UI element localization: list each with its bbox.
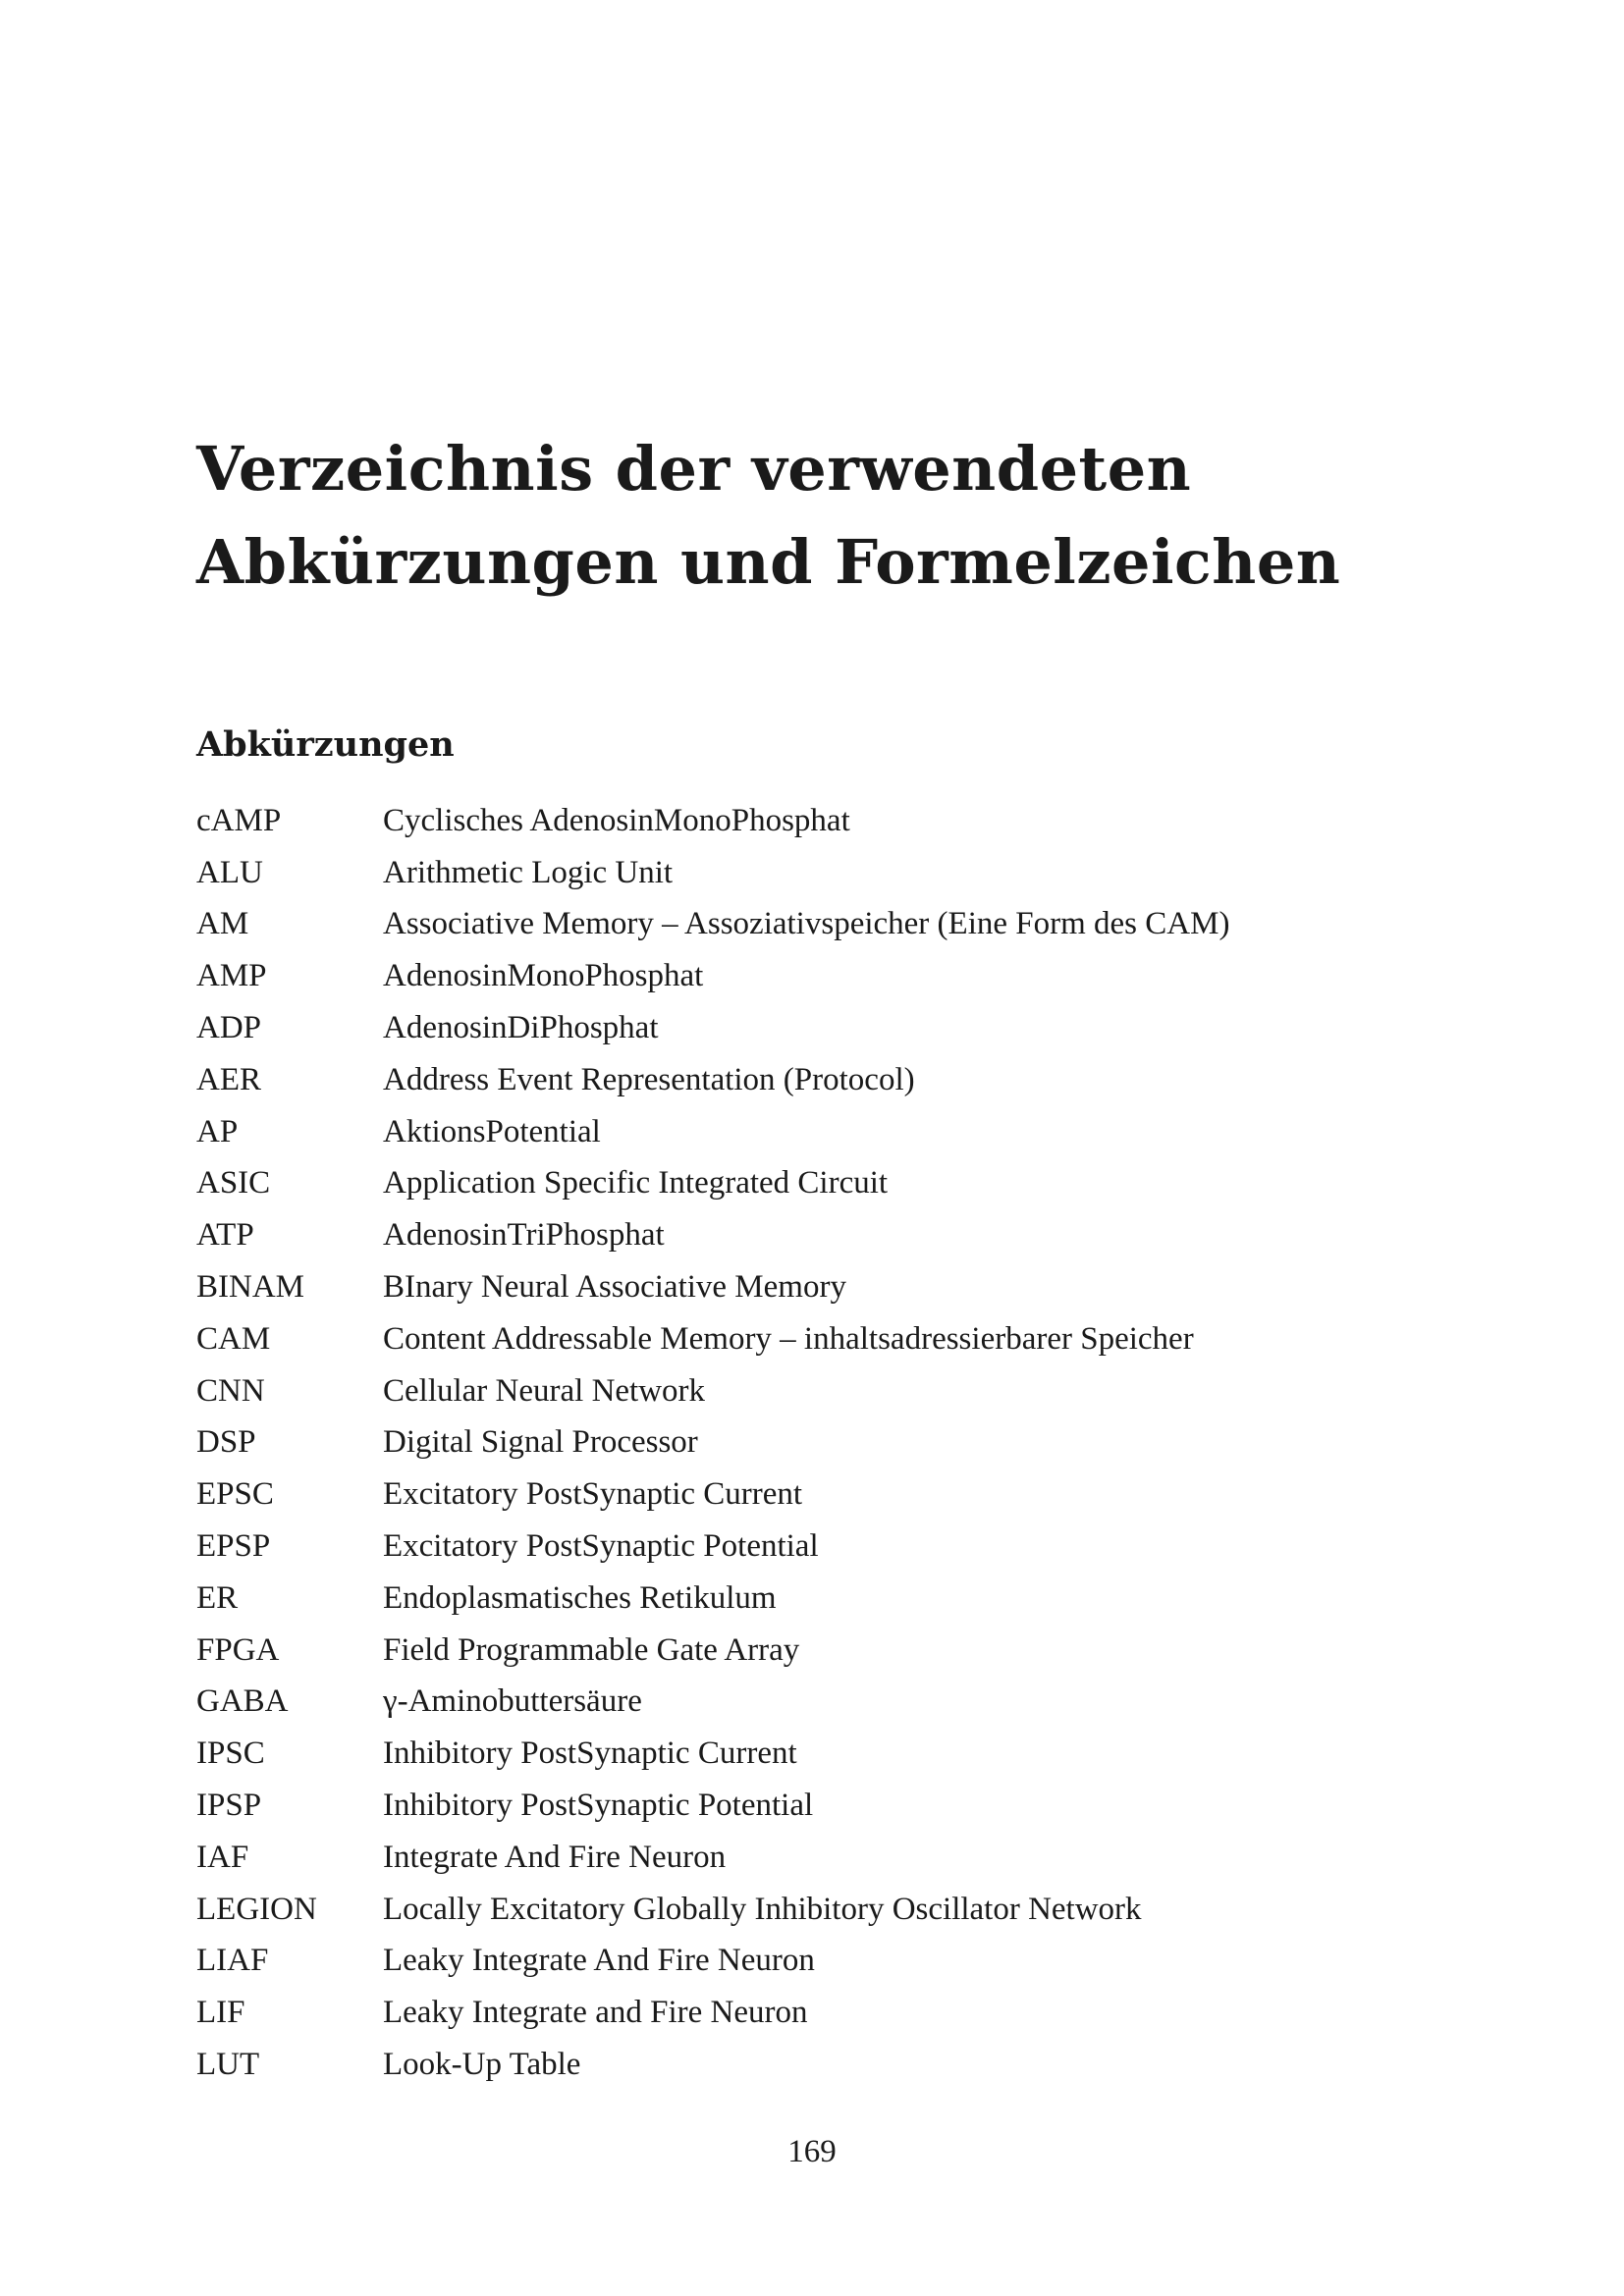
abbreviation-description: AdenosinMonoPhosphat xyxy=(383,958,704,994)
list-item xyxy=(196,1313,1434,1365)
abbreviation-term: IAF xyxy=(196,1839,249,1875)
abbreviation-description: Cellular Neural Network xyxy=(383,1372,706,1409)
abbreviation-description: Inhibitory PostSynaptic Potential xyxy=(383,1788,814,1824)
abbreviation-term: cAMP xyxy=(196,802,282,838)
abbreviation-term: CNN xyxy=(196,1372,265,1409)
abbreviation-description: Content Addressable Memory – inhaltsadressierbarer Speicher xyxy=(383,1320,1194,1357)
list-item xyxy=(196,1573,1434,1625)
list-item xyxy=(196,1158,1434,1210)
list-item xyxy=(196,1832,1434,1884)
list-item xyxy=(196,1468,1434,1521)
chapter-title xyxy=(196,422,1434,609)
abbreviation-description: Address Event Representation (Protocol) xyxy=(383,1061,915,1097)
abbreviation-term: GABA xyxy=(196,1683,289,1720)
list-item xyxy=(196,1417,1434,1469)
abbreviation-description: Leaky Integrate And Fire Neuron xyxy=(383,1943,815,1979)
abbreviation-term: AM xyxy=(196,906,249,942)
abbreviation-description: Leaky Integrate and Fire Neuron xyxy=(383,1995,808,2031)
abbreviation-term: AER xyxy=(196,1061,261,1097)
abbreviation-term: LIF xyxy=(196,1995,245,2031)
abbreviation-description: Associative Memory – Assoziativspeicher (Eine Form des CAM) xyxy=(383,906,1230,942)
abbreviation-description: γ-Aminobuttersäure xyxy=(383,1683,642,1720)
abbreviation-term: FPGA xyxy=(196,1631,280,1668)
list-item xyxy=(196,950,1434,1002)
abbreviation-description: Digital Signal Processor xyxy=(383,1424,698,1461)
list-item xyxy=(196,1106,1434,1158)
abbreviation-description: Cyclisches AdenosinMonoPhosphat xyxy=(383,802,850,838)
abbreviation-term: AMP xyxy=(196,958,267,994)
abbreviation-description: Excitatory PostSynaptic Potential xyxy=(383,1528,819,1565)
abbreviation-description: BInary Neural Associative Memory xyxy=(383,1269,846,1306)
list-item xyxy=(196,1884,1434,1936)
list-item xyxy=(196,1521,1434,1573)
abbreviation-term: LIAF xyxy=(196,1943,269,1979)
list-item xyxy=(196,1677,1434,1729)
abbreviation-term: BINAM xyxy=(196,1269,305,1306)
abbreviation-description: Field Programmable Gate Array xyxy=(383,1631,800,1668)
list-item xyxy=(196,1054,1434,1106)
abbreviation-term: IPSC xyxy=(196,1735,265,1772)
abbreviation-term: IPSP xyxy=(196,1788,262,1824)
abbreviation-description: Locally Excitatory Globally Inhibitory Oscillator Network xyxy=(383,1891,1142,1927)
list-item xyxy=(196,1780,1434,1832)
abbreviation-term: EPSP xyxy=(196,1528,271,1565)
page-number: 169 xyxy=(787,2134,837,2169)
abbreviation-term: AP xyxy=(196,1113,239,1149)
abbreviation-term: ALU xyxy=(196,854,263,890)
abbreviation-description: Application Specific Integrated Circuit xyxy=(383,1165,889,1201)
abbreviation-term: LEGION xyxy=(196,1891,317,1927)
abbreviation-description: Arithmetic Logic Unit xyxy=(383,854,674,890)
list-item xyxy=(196,1728,1434,1780)
chapter-title-line-1: Verzeichnis der verwendeten xyxy=(196,433,1192,505)
list-item xyxy=(196,795,1434,847)
list-item xyxy=(196,1002,1434,1054)
abbreviation-description: AktionsPotential xyxy=(383,1113,601,1149)
list-item xyxy=(196,1209,1434,1261)
abbreviation-description: Integrate And Fire Neuron xyxy=(383,1839,727,1875)
list-item xyxy=(196,1987,1434,2039)
abbreviation-description: Inhibitory PostSynaptic Current xyxy=(383,1735,797,1772)
abbreviation-list xyxy=(196,795,1434,2091)
section-title: Abkürzungen xyxy=(196,724,455,765)
abbreviation-description: AdenosinTriPhosphat xyxy=(383,1217,665,1254)
list-item xyxy=(196,1625,1434,1677)
abbreviation-term: ER xyxy=(196,1579,239,1616)
abbreviation-term: ASIC xyxy=(196,1165,271,1201)
abbreviation-description: AdenosinDiPhosphat xyxy=(383,1010,659,1046)
abbreviation-term: DSP xyxy=(196,1424,256,1461)
list-item xyxy=(196,1936,1434,1988)
abbreviation-term: ATP xyxy=(196,1217,254,1254)
list-item xyxy=(196,1365,1434,1417)
abbreviation-description: Endoplasmatisches Retikulum xyxy=(383,1579,777,1616)
list-item xyxy=(196,899,1434,951)
abbreviation-term: EPSC xyxy=(196,1476,274,1513)
abbreviation-term: ADP xyxy=(196,1010,262,1046)
abbreviation-description: Excitatory PostSynaptic Current xyxy=(383,1476,803,1513)
abbreviation-term: LUT xyxy=(196,2047,260,2083)
list-item xyxy=(196,2039,1434,2091)
list-item xyxy=(196,847,1434,899)
abbreviation-description: Look-Up Table xyxy=(383,2047,581,2083)
chapter-title-line-2: Abkürzungen und Formelzeichen xyxy=(196,526,1341,598)
list-item xyxy=(196,1261,1434,1313)
abbreviation-term: CAM xyxy=(196,1320,271,1357)
